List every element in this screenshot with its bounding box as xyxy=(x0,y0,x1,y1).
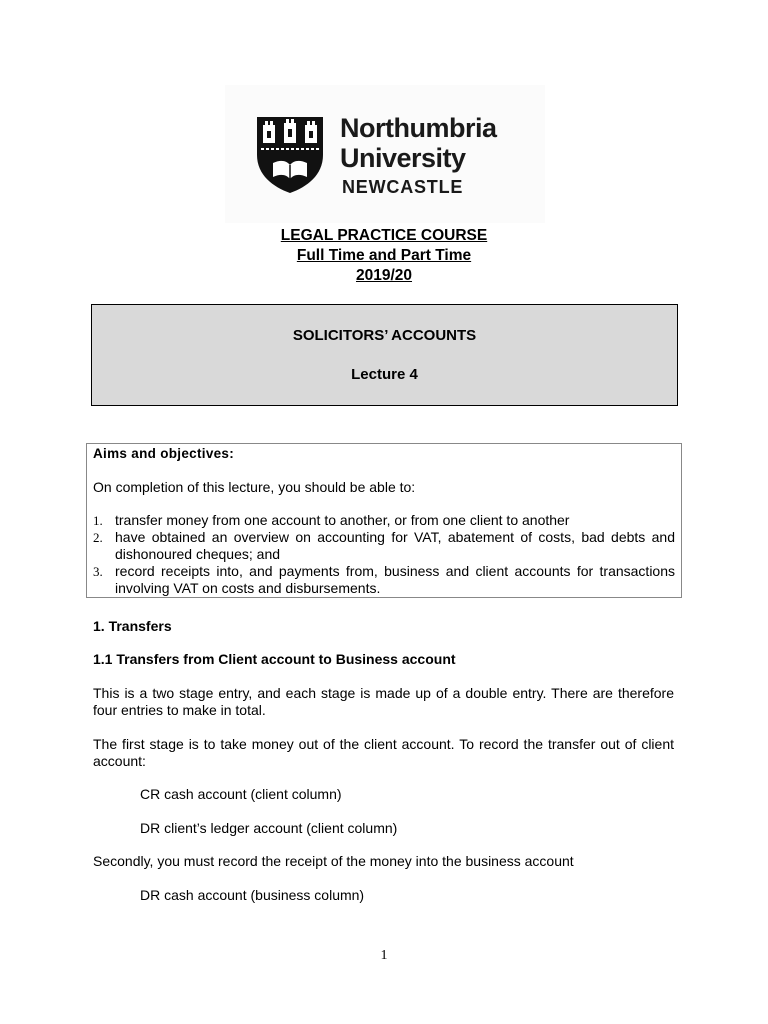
aims-item-text: record receipts into, and payments from, business and client accounts for transactions involving VAT on costs and disbursements. xyxy=(115,563,675,596)
lecture-banner xyxy=(91,304,678,406)
logo-text-line2: University xyxy=(340,143,466,173)
aims-item xyxy=(93,563,675,597)
aims-box xyxy=(86,443,682,598)
ledger-entry: DR client’s ledger account (client column) xyxy=(140,820,398,836)
section-heading-transfers: 1. Transfers xyxy=(93,618,172,634)
lecture-number: Lecture 4 xyxy=(351,366,418,383)
university-logo xyxy=(225,85,545,223)
course-title: LEGAL PRACTICE COURSE xyxy=(280,227,488,244)
logo-text-line1: Northumbria xyxy=(340,113,497,143)
aims-item-number: 2. xyxy=(93,530,103,545)
course-mode: Full Time and Part Time xyxy=(296,247,472,264)
paragraph: The first stage is to take money out of the client account. To record the transfer out of client account: xyxy=(93,736,674,769)
castle-crest-icon xyxy=(255,115,325,195)
paragraph: Secondly, you must record the receipt of the money into the business account xyxy=(93,853,574,869)
aims-item-number: 3. xyxy=(93,564,103,579)
ledger-entry: CR cash account (client column) xyxy=(140,786,342,802)
aims-item-text: have obtained an overview on accounting for VAT, abatement of costs, bad debts and dishonoured cheques; and xyxy=(115,529,675,562)
aims-item-text: transfer money from one account to another, or from one client to another xyxy=(115,512,570,528)
course-year: 2019/20 xyxy=(355,267,413,284)
aims-list xyxy=(93,512,675,597)
paragraph: This is a two stage entry, and each stage is made up of a double entry. There are therefore four entries to make in total. xyxy=(93,685,674,718)
aims-item xyxy=(93,529,675,563)
document-title xyxy=(0,226,768,286)
logo-text-line3: NEWCASTLE xyxy=(342,177,464,197)
aims-item-number: 1. xyxy=(93,513,103,528)
subject-title: SOLICITORS’ ACCOUNTS xyxy=(292,327,477,344)
aims-item xyxy=(93,512,675,529)
page-number: 1 xyxy=(380,948,388,963)
subsection-heading: 1.1 Transfers from Client account to Business account xyxy=(93,651,456,667)
ledger-entry: DR cash account (business column) xyxy=(140,887,365,903)
aims-heading: Aims and objectives: xyxy=(93,446,235,461)
aims-intro: On completion of this lecture, you should be able to: xyxy=(93,479,416,495)
